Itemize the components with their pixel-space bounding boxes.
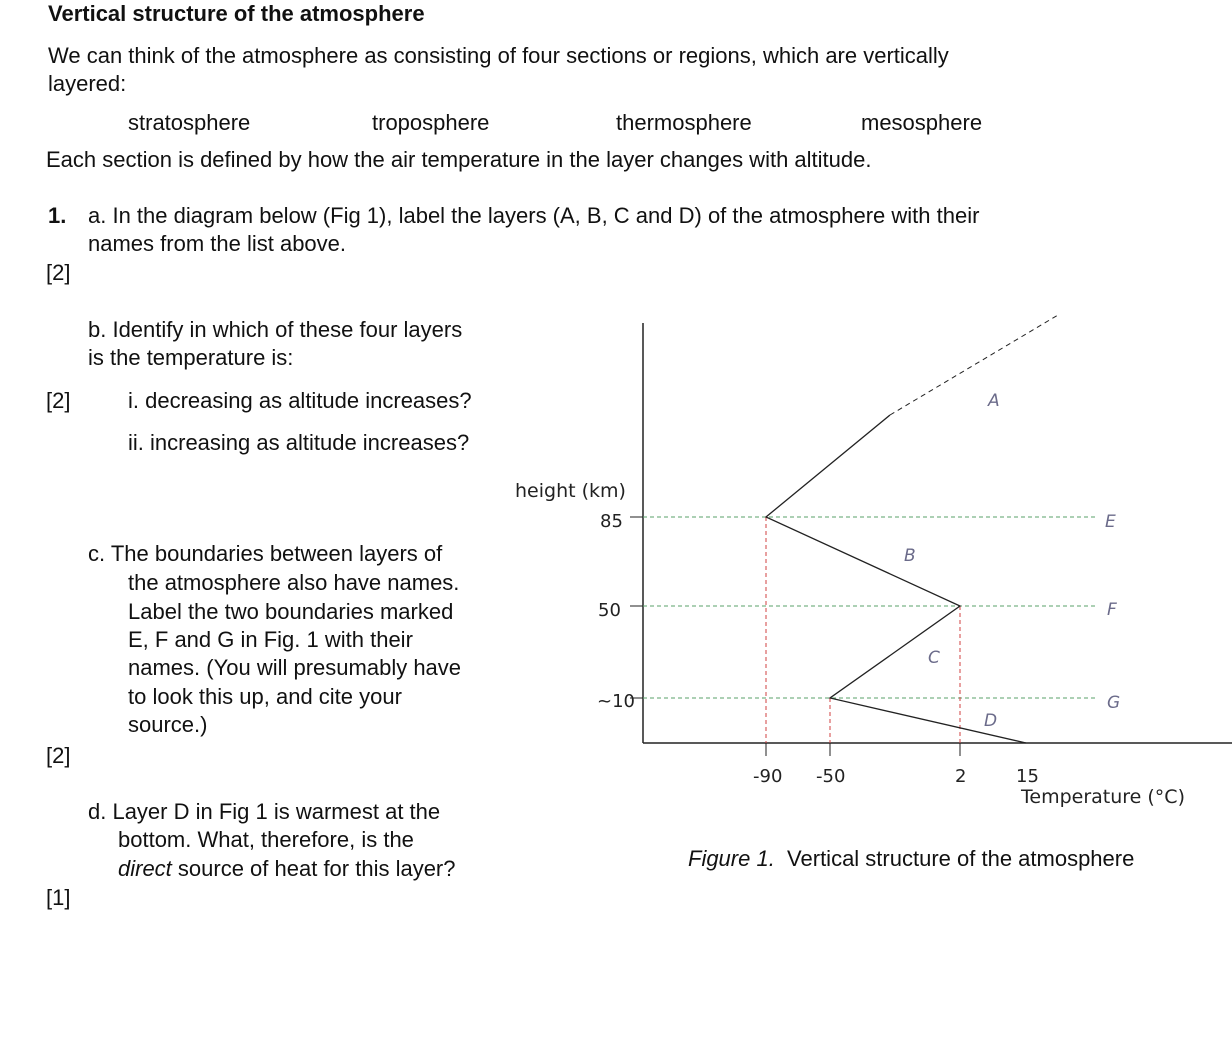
question-c-line-4: E, F and G in Fig. 1 with their xyxy=(128,627,413,652)
boundary-label-g: G xyxy=(1107,693,1121,713)
question-d-marks: [1] xyxy=(46,885,71,910)
x-tick-label-minus90: -90 xyxy=(753,766,783,787)
question-d-line-1: d. Layer D in Fig 1 is warmest at the xyxy=(88,799,441,824)
layer-name-stratosphere: stratosphere xyxy=(128,110,251,135)
question-c-marks: [2] xyxy=(46,743,71,768)
boundary-label-f: F xyxy=(1107,600,1117,620)
layer-label-a: A xyxy=(988,391,1000,411)
figure-caption-text: Vertical structure of the atmosphere xyxy=(774,846,1135,871)
question-d-line-3-rest: source of heat for this layer? xyxy=(171,856,456,881)
intro-line-1: We can think of the atmosphere as consisting of four sections or regions, which are vertically xyxy=(48,43,949,68)
layer-label-d: D xyxy=(984,711,998,731)
question-c-line-5: names. (You will presumably have xyxy=(128,655,462,680)
question-a-line-1: a. In the diagram below (Fig 1), label the layers (A, B, C and D) of the atmosphere with their xyxy=(88,203,980,228)
question-b-i: i. decreasing as altitude increases? xyxy=(128,388,472,413)
y-tick-label-50: 50 xyxy=(598,600,621,621)
question-c-line-3: Label the two boundaries marked xyxy=(128,599,454,624)
layer-name-troposphere: troposphere xyxy=(372,110,490,135)
layer-label-c: C xyxy=(928,648,940,668)
question-d-line-2: bottom. What, therefore, is the xyxy=(118,827,414,852)
intro-line-2: layered: xyxy=(48,71,127,96)
y-axis-label: height (km) xyxy=(515,480,626,502)
figure-caption xyxy=(688,845,1134,873)
page-title: Vertical structure of the atmosphere xyxy=(48,1,425,26)
question-c-line-6: to look this up, and cite your xyxy=(128,684,402,709)
y-tick-label-85: 85 xyxy=(600,511,623,532)
question-a-marks: [2] xyxy=(46,260,71,285)
question-c-line-2: the atmosphere also have names. xyxy=(128,570,460,595)
question-b-ii: ii. increasing as altitude increases? xyxy=(128,430,470,455)
boundary-label-e: E xyxy=(1105,512,1116,532)
definition-text: Each section is defined by how the air temperature in the layer changes with altitude. xyxy=(46,147,872,172)
question-b-line-1: b. Identify in which of these four layers xyxy=(88,317,463,342)
temperature-profile xyxy=(766,415,1026,743)
question-c-line-1: c. The boundaries between layers of xyxy=(88,541,443,566)
y-tick-label-10: ~10 xyxy=(597,691,635,712)
question-d-emphasis: direct xyxy=(118,856,172,881)
x-tick-label-2: 2 xyxy=(955,766,967,787)
question-c-line-7: source.) xyxy=(128,712,208,737)
question-number: 1. xyxy=(48,203,67,228)
layer-label-b: B xyxy=(904,546,916,566)
layer-name-thermosphere: thermosphere xyxy=(616,110,752,135)
x-axis-label: Temperature (°C) xyxy=(1021,786,1185,808)
question-a-line-2: names from the list above. xyxy=(88,231,347,256)
x-tick-label-15: 15 xyxy=(1016,766,1039,787)
question-b-marks: [2] xyxy=(46,388,71,413)
x-tick-label-minus50: -50 xyxy=(816,766,846,787)
temperature-profile-extension xyxy=(890,315,1058,415)
figure-caption-label: Figure 1. xyxy=(688,846,775,871)
layer-name-mesosphere: mesosphere xyxy=(861,110,983,135)
question-b-line-2: is the temperature is: xyxy=(88,345,294,370)
